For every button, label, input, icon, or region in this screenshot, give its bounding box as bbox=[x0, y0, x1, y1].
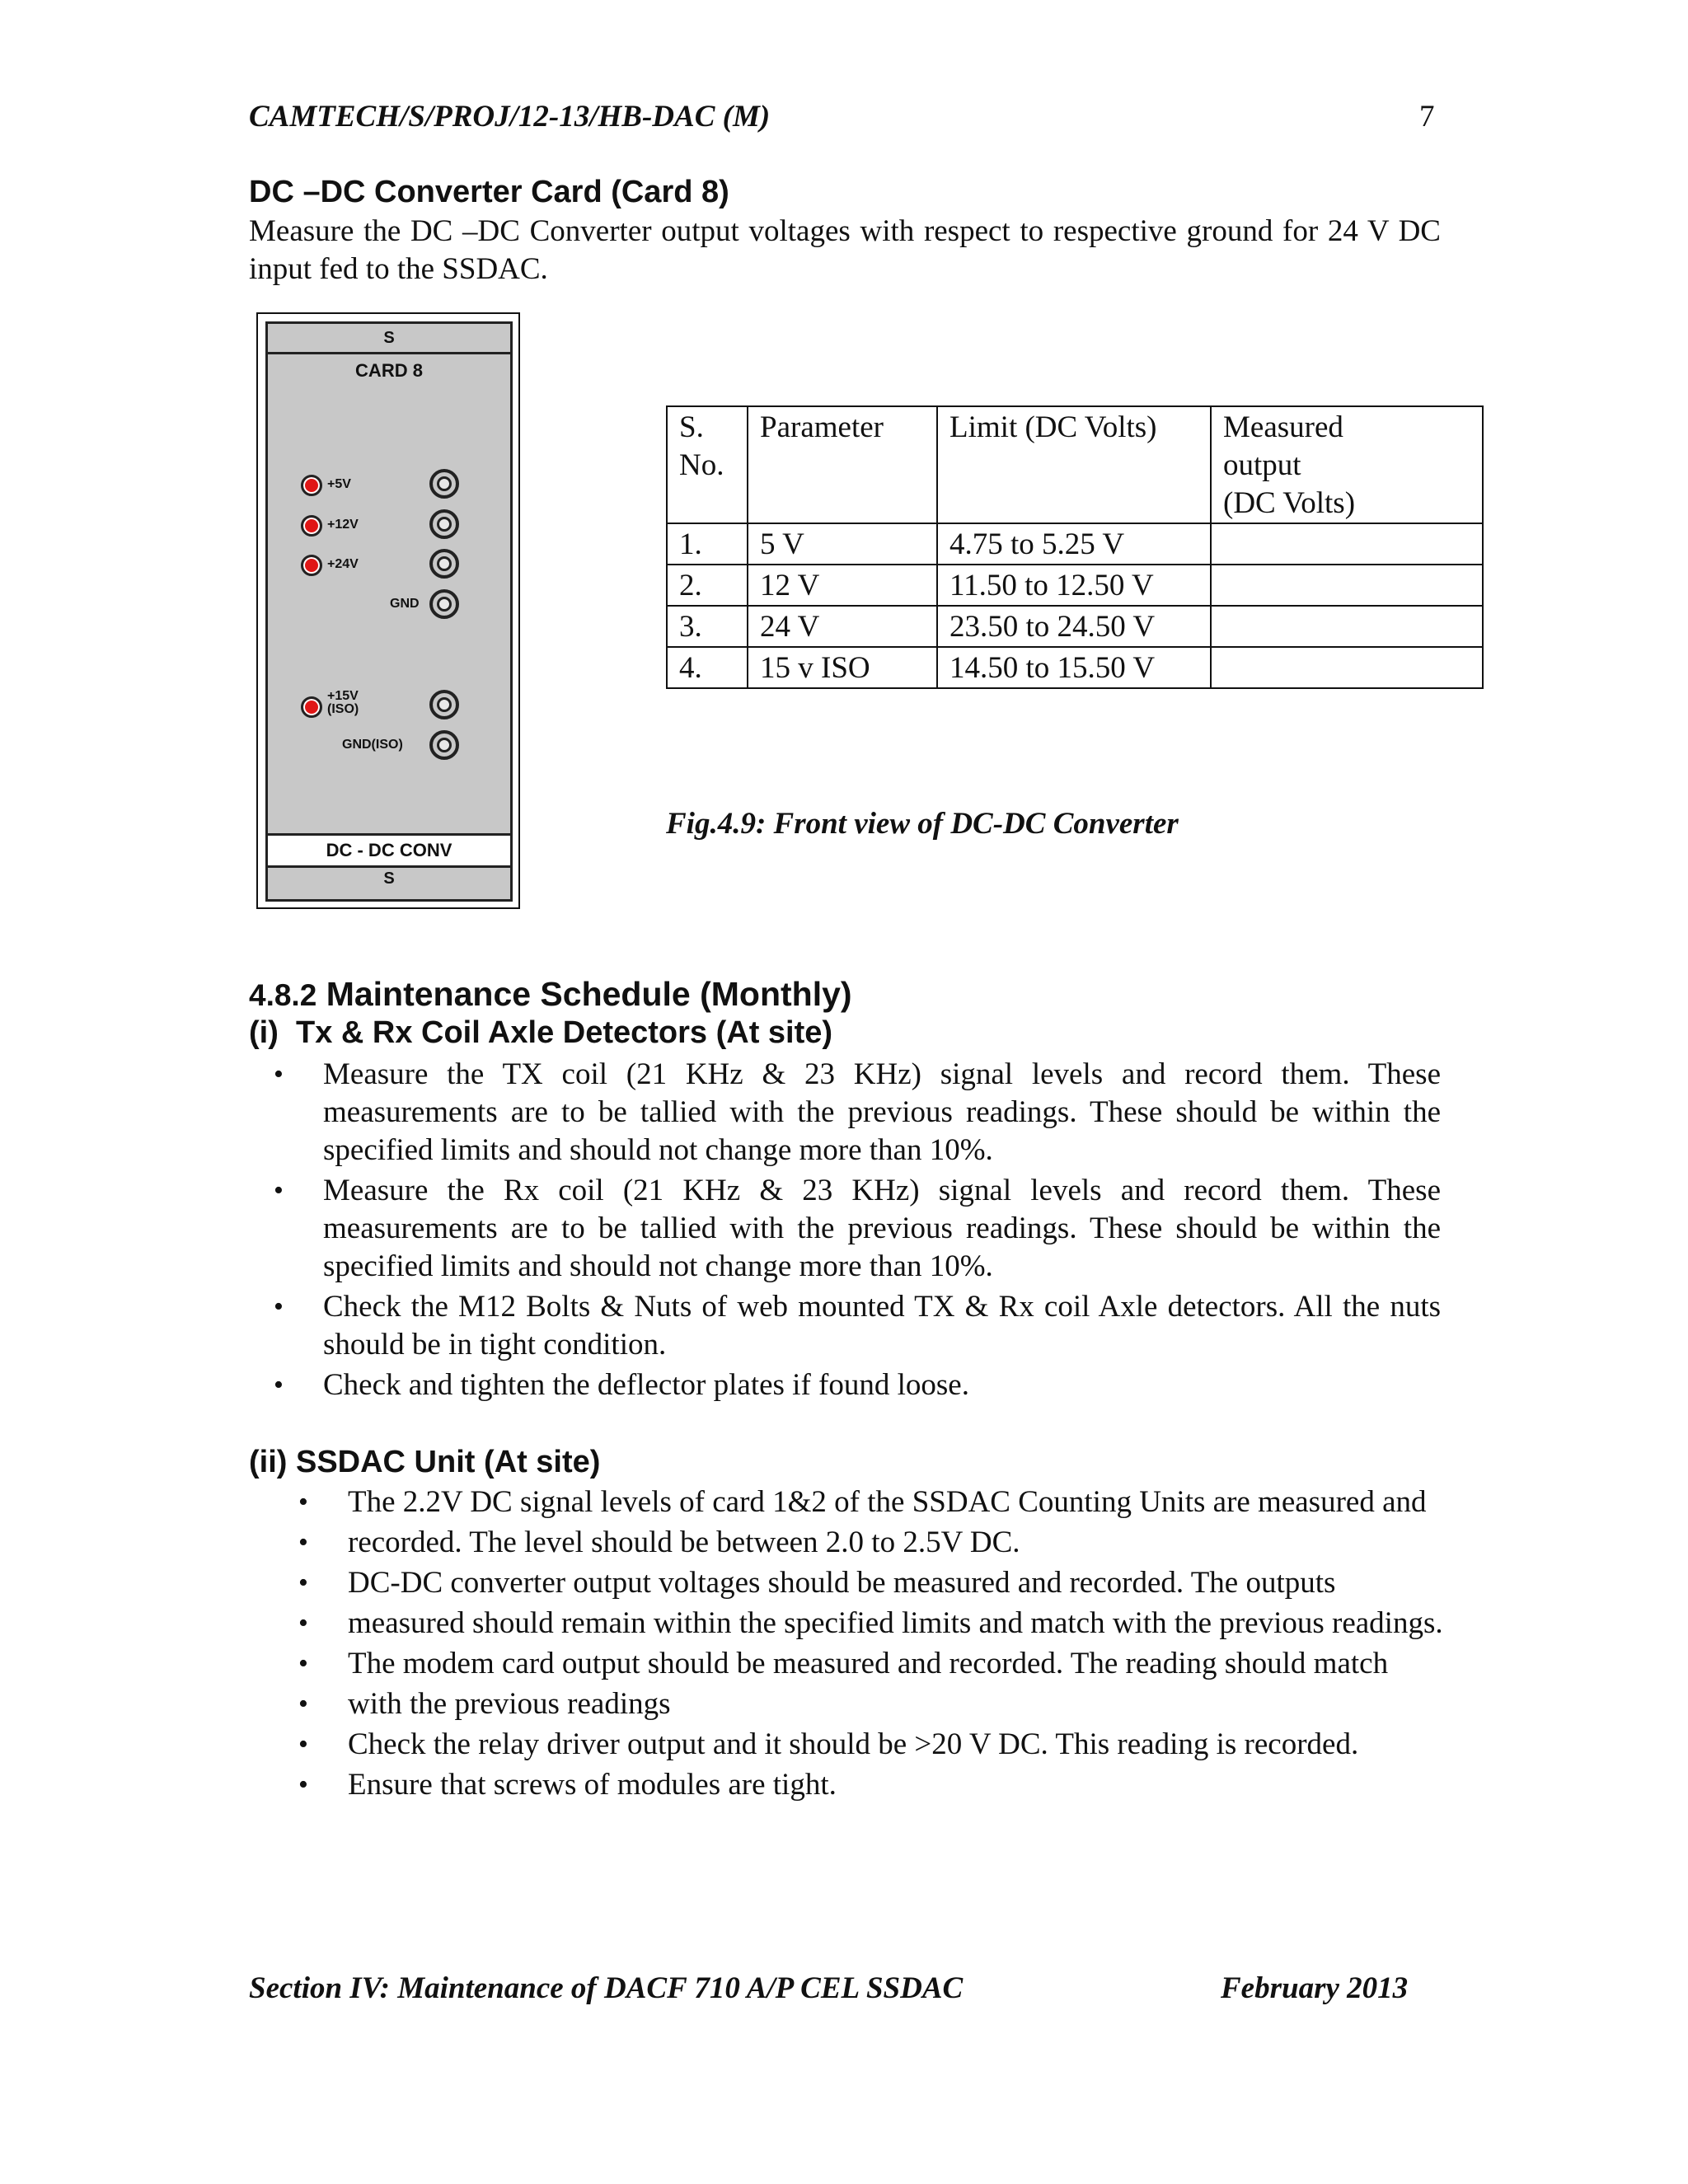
maintenance-heading bbox=[249, 975, 852, 1014]
table-cell: 23.50 to 24.50 V bbox=[937, 606, 1211, 647]
led-indicator-icon bbox=[301, 515, 322, 537]
bottom-screw-icon: S bbox=[383, 869, 395, 888]
table-cell: 11.50 to 12.50 V bbox=[937, 565, 1211, 606]
table-header-row bbox=[667, 406, 1483, 523]
list-item: • Ensure that screws of modules are tight. bbox=[348, 1766, 1444, 1804]
list-item: • DC-DC converter output voltages should be measured and recorded. The outputs bbox=[348, 1564, 1444, 1602]
ssdac-checklist bbox=[348, 1483, 1444, 1807]
test-point-label: GND(ISO) bbox=[342, 738, 403, 752]
maintenance-number: 4.8.2 bbox=[249, 978, 317, 1012]
test-point-label: +24V bbox=[327, 557, 359, 571]
table-cell: 4. bbox=[667, 647, 748, 688]
figure-caption: Fig.4.9: Front view of DC-DC Converter bbox=[666, 807, 1179, 841]
card-panel bbox=[265, 321, 513, 902]
top-screw-icon: S bbox=[383, 329, 395, 347]
test-socket-icon bbox=[429, 469, 459, 499]
measured-value-cell[interactable] bbox=[1211, 565, 1483, 606]
table-header-cell: Measured output (DC Volts) bbox=[1211, 406, 1483, 523]
table-header-cell: Limit (DC Volts) bbox=[937, 406, 1211, 523]
table-cell: 12 V bbox=[748, 565, 937, 606]
subsection-title: (i) Tx & Rx Coil Axle Detectors (At site) bbox=[249, 1015, 833, 1050]
table-cell: 14.50 to 15.50 V bbox=[937, 647, 1211, 688]
table-header-cell: Parameter bbox=[748, 406, 937, 523]
list-item: • with the previous readings bbox=[348, 1685, 1444, 1723]
led-indicator-icon bbox=[301, 696, 322, 718]
led-indicator-icon bbox=[301, 555, 322, 576]
section-intro: Measure the DC –DC Converter output voltages with respect to respective ground for 24 V DC input fed to the SSDAC. bbox=[249, 214, 1441, 286]
list-item: • recorded. The level should be between 2.0 to 2.5V DC. bbox=[348, 1524, 1444, 1562]
measured-value-cell[interactable] bbox=[1211, 606, 1483, 647]
list-item: • Measure the TX coil (21 KHz & 23 KHz) signal levels and record them. These measurements are to be tallied with the previous readings. These should be within the specified limits and should not change more than 10%. bbox=[323, 1056, 1441, 1169]
test-point-label: +12V bbox=[327, 518, 359, 532]
table-cell: 24 V bbox=[748, 606, 937, 647]
list-item: • The 2.2V DC signal levels of card 1&2 of the SSDAC Counting Units are measured and bbox=[348, 1483, 1444, 1521]
measured-value-cell[interactable] bbox=[1211, 647, 1483, 688]
test-socket-icon bbox=[429, 589, 459, 619]
test-socket-icon bbox=[429, 509, 459, 539]
test-socket-icon bbox=[429, 730, 459, 760]
document-code: CAMTECH/S/PROJ/12-13/HB-DAC (M) bbox=[249, 100, 771, 134]
list-item: • Check the relay driver output and it should be >20 V DC. This reading is recorded. bbox=[348, 1726, 1444, 1764]
led-indicator-icon bbox=[301, 475, 322, 496]
table-row bbox=[667, 523, 1483, 565]
table-row bbox=[667, 606, 1483, 647]
test-point-label: GND bbox=[390, 597, 420, 611]
test-socket-icon bbox=[429, 549, 459, 579]
test-point-label: +5V bbox=[327, 477, 351, 491]
list-item: • The modem card output should be measured and recorded. The reading should match bbox=[348, 1645, 1444, 1683]
test-point-label: +15V (ISO) bbox=[327, 689, 359, 716]
table-header-cell: S. No. bbox=[667, 406, 748, 523]
subsection-title: (ii) SSDAC Unit (At site) bbox=[249, 1445, 601, 1479]
voltage-limits-table bbox=[666, 405, 1484, 689]
table-row bbox=[667, 647, 1483, 688]
section-title: DC –DC Converter Card (Card 8) bbox=[249, 175, 729, 209]
list-item: • Measure the Rx coil (21 KHz & 23 KHz) signal levels and record them. These measurements are to be tallied with the previous readings. These should be within the specified limits and should not change more than 10%. bbox=[323, 1172, 1441, 1286]
card-label: CARD 8 bbox=[355, 360, 423, 381]
card-figure bbox=[256, 312, 520, 909]
table-row bbox=[667, 565, 1483, 606]
table-cell: 4.75 to 5.25 V bbox=[937, 523, 1211, 565]
table-cell: 15 v ISO bbox=[748, 647, 937, 688]
table-cell: 2. bbox=[667, 565, 748, 606]
list-item: • Check the M12 Bolts & Nuts of web mounted TX & Rx coil Axle detectors. All the nuts should be in tight condition. bbox=[323, 1288, 1441, 1364]
measured-value-cell[interactable] bbox=[1211, 523, 1483, 565]
test-socket-icon bbox=[429, 690, 459, 719]
list-item: • Check and tighten the deflector plates if found loose. bbox=[323, 1366, 1441, 1404]
table-cell: 5 V bbox=[748, 523, 937, 565]
maintenance-title: Maintenance Schedule (Monthly) bbox=[326, 975, 852, 1013]
page-number: 7 bbox=[1419, 100, 1435, 134]
panel-label: DC - DC CONV bbox=[268, 833, 510, 868]
list-item: • measured should remain within the specified limits and match with the previous readings. bbox=[348, 1605, 1444, 1643]
table-cell: 1. bbox=[667, 523, 748, 565]
coil-checklist bbox=[323, 1056, 1441, 1407]
top-strip bbox=[268, 324, 510, 354]
footer-section: Section IV: Maintenance of DACF 710 A/P CEL SSDAC bbox=[249, 1971, 964, 2005]
footer-date: February 2013 bbox=[1221, 1971, 1409, 2005]
table-cell: 3. bbox=[667, 606, 748, 647]
